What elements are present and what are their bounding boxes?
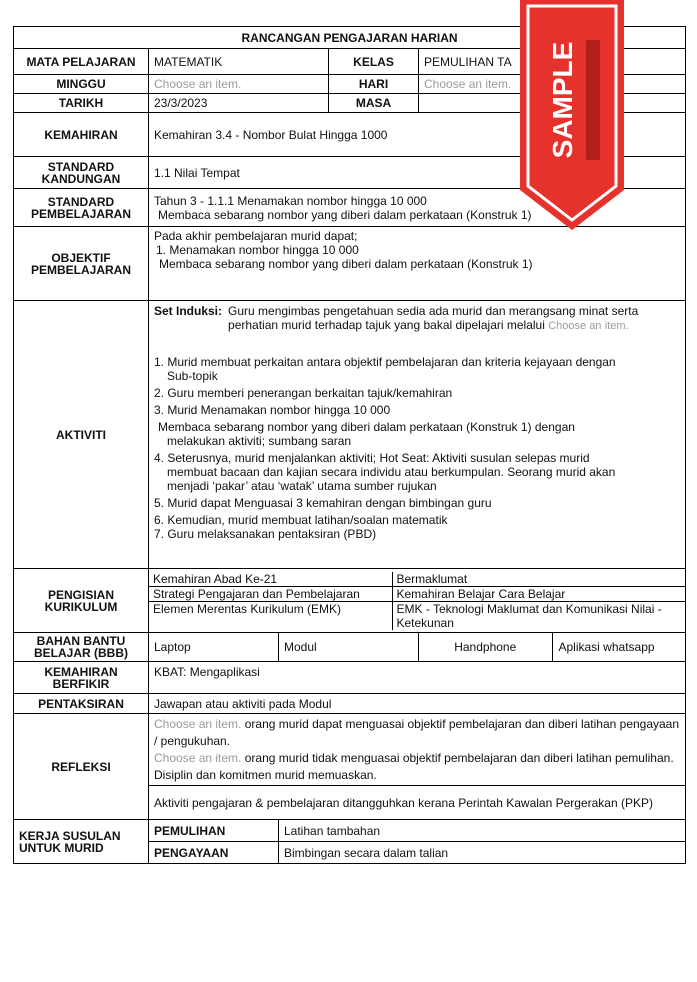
pengisian-r3c2: EMK - Teknologi Maklumat dan Komunikasi Nilai - Ketekunan [392, 601, 685, 630]
kelas-label: KELAS [329, 49, 419, 75]
masa-label: MASA [329, 94, 419, 113]
refleksi-label: REFLEKSI [14, 714, 149, 820]
pengayaan-label: PENGAYAAN [149, 842, 279, 864]
refleksi-p3: Aktiviti pengajaran & pembelajaran ditangguhkan kerana Perintah Kawalan Pergerakan (PKP) [149, 786, 686, 820]
pemulihan-label: PEMULIHAN [149, 820, 279, 842]
pengisian-r1c2: Bermaklumat [392, 572, 685, 587]
page-title: RANCANGAN PENGAJARAN HARIAN [14, 27, 686, 49]
pengisian-r2c2: Kemahiran Belajar Cara Belajar [392, 586, 685, 601]
objektif-line1: Pada akhir pembelajaran murid dapat; [154, 229, 358, 243]
pengisian-r2c1: Strategi Pengajaran dan Pembelajaran [149, 586, 392, 601]
step-3-cont2: melakukan aktiviti; sumbang saran [167, 434, 352, 448]
step-1: 1. Murid membuat perkaitan antara objektif pembelajaran dan kriteria kejayaan dengan [154, 355, 616, 369]
refleksi-p2 [154, 750, 680, 784]
objektif-label: OBJEKTIF PEMBELAJARAN [14, 227, 149, 301]
bbb-item-handphone: Handphone [454, 640, 517, 654]
pengisian-r1c1: Kemahiran Abad Ke-21 [149, 572, 392, 587]
set-induksi-label: Set Induksi: [154, 304, 223, 318]
kerja-susulan-label: KERJA SUSULAN UNTUK MURID [14, 820, 149, 864]
kemahiran-value: Kemahiran 3.4 - Nombor Bulat Hingga 1000 [149, 113, 686, 157]
refleksi-dropdown-1[interactable]: Choose an item. [154, 717, 242, 731]
stamp-text: SAMPLE [547, 41, 578, 159]
standard-kandungan-label: STANDARD KANDUNGAN [14, 157, 149, 189]
aktiviti-label: AKTIVITI [14, 301, 149, 569]
refleksi-cell [149, 714, 686, 786]
step-6: 6. Kemudian, murid membuat latihan/soalan matematik [154, 513, 448, 527]
minggu-label: MINGGU [14, 75, 149, 94]
pentaksiran-value: Jawapan atau aktiviti pada Modul [149, 694, 686, 714]
hari-dropdown[interactable]: Choose an item. [419, 75, 686, 94]
step-1-cont: Sub-topik [167, 369, 218, 383]
objektif-line2: 1. Menamakan nombor hingga 10 000 [156, 243, 359, 257]
standard-pembelajaran-line2: Membaca sebarang nombor yang diberi dalam perkataan (Konstruk 1) [158, 207, 532, 222]
refleksi-p2-text: orang murid tidak menguasai objektif pembelajaran dan diberi latihan pemulihan. Disiplin dan komitmen murid memuaskan. [154, 751, 674, 782]
tarikh-label: TARIKH [14, 94, 149, 113]
pengayaan-value: Bimbingan secara dalam talian [279, 842, 686, 864]
kelas-value: PEMULIHAN TA [419, 49, 686, 75]
step-5: 5. Murid dapat Menguasai 3 kemahiran dengan bimbingan guru [154, 496, 492, 510]
mata-pelajaran-value: MATEMATIK [149, 49, 329, 75]
bbb-label: BAHAN BANTU BELAJAR (BBB) [14, 633, 149, 662]
step-4-cont2: menjadi ‘pakar’ atau ‘watak’ utama sumber rujukan [167, 479, 437, 493]
aktiviti-cell [149, 301, 686, 569]
objektif-cell [149, 227, 686, 301]
set-induksi-body: Guru mengimbas pengetahuan sedia ada murid dan merangsang minat serta perhatian murid terhadap tajuk yang bakal dipelajari melalui [228, 304, 639, 332]
minggu-dropdown[interactable]: Choose an item. [149, 75, 329, 94]
standard-pembelajaran-line1: Tahun 3 - 1.1.1 Menamakan nombor hingga 10 000 [154, 193, 427, 208]
refleksi-p1-text: orang murid dapat menguasai objektif pembelajaran dan diberi latihan pengayaan / pengukuhan. [154, 717, 680, 748]
bbb-item-whatsapp: Aplikasi whatsapp [552, 633, 685, 661]
step-4-cont: membuat bacaan dan kajian secara individu atau berkumpulan. Seorang murid akan [167, 465, 616, 479]
standard-pembelajaran-label: STANDARD PEMBELAJARAN [14, 189, 149, 227]
objektif-line3: Membaca sebarang nombor yang diberi dalam perkataan (Konstruk 1) [159, 257, 533, 271]
stamp-band [586, 40, 600, 160]
mata-pelajaran-label: MATA PELAJARAN [14, 49, 149, 75]
pengisian-cell [149, 569, 686, 633]
berfikir-label: KEMAHIRAN BERFIKIR [14, 662, 149, 694]
refleksi-dropdown-2[interactable]: Choose an item. [154, 751, 242, 765]
bbb-item-modul: Modul [279, 633, 419, 662]
pengisian-label: PENGISIAN KURIKULUM [14, 569, 149, 633]
pemulihan-value: Latihan tambahan [279, 820, 686, 842]
kemahiran-label: KEMAHIRAN [14, 113, 149, 157]
set-induksi-text [228, 304, 680, 333]
hari-label: HARI [329, 75, 419, 94]
step-2: 2. Guru memberi penerangan berkaitan tajuk/kemahiran [154, 386, 453, 400]
step-3: 3. Murid Menamakan nombor hingga 10 000 [154, 403, 391, 417]
bbb-items-right [419, 633, 686, 662]
step-4: 4. Seterusnya, murid menjalankan aktiviti; Hot Seat: Aktiviti susulan selepas murid [154, 451, 590, 465]
step-7: 7. Guru melaksanakan pentaksiran (PBD) [154, 527, 377, 541]
berfikir-value: KBAT: Mengaplikasi [149, 662, 686, 694]
set-induksi-dropdown[interactable]: Choose an [548, 320, 602, 332]
standard-kandungan-value: 1.1 Nilai Tempat [149, 157, 686, 189]
bbb-item-laptop: Laptop [149, 633, 279, 662]
tarikh-value: 23/3/2023 [149, 94, 329, 113]
pengisian-r3c1: Elemen Merentas Kurikulum (EMK) [149, 601, 392, 630]
pentaksiran-label: PENTAKSIRAN [14, 694, 149, 714]
sample-stamp [520, 0, 624, 230]
step-3-cont: Membaca sebarang nombor yang diberi dalam perkataan (Konstruk 1) dengan [158, 420, 575, 434]
refleksi-p1 [154, 716, 680, 750]
set-induksi-dropdown-cont[interactable]: item. [604, 320, 629, 332]
